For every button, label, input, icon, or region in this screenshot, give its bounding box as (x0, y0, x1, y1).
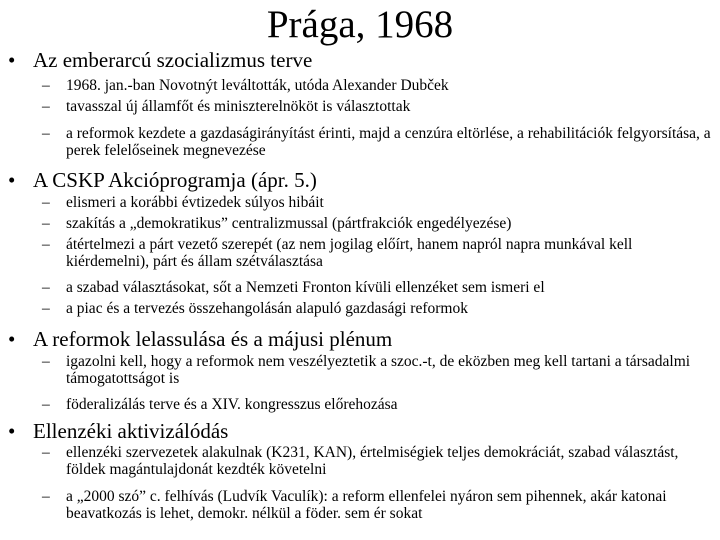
dash-icon: – (42, 98, 50, 115)
dash-icon: – (42, 125, 50, 142)
bullet-icon: • (8, 168, 16, 192)
bullet-icon: • (8, 327, 16, 351)
list-item-text: szakítás a „demokratikus” centralizmussal (pártfrakciók engedélyezése) (66, 215, 512, 232)
section-heading: Az emberarcú szocializmus terve (33, 48, 313, 72)
bullet-icon: • (8, 48, 16, 72)
list-item-text: a reformok kezdete a gazdaságirányítást érinti, majd a cenzúra eltörlése, a rehabilitációk felgyorsítása, a perek felelőseinek megnevezése (66, 125, 711, 159)
list-item-text: föderalizálás terve és a XIV. kongresszus előrehozása (66, 396, 398, 413)
dash-icon: – (42, 215, 50, 232)
slide-title: Prága, 1968 (266, 3, 454, 46)
list-item-text: a „2000 szó” c. felhívás (Ludvík Vaculík): a reform ellenfelei nyáron sem pihennek, akár katonai beavatkozás is lehet, demokr. nélkül a föder. sem ér sokat (66, 488, 667, 522)
dash-icon: – (42, 77, 50, 94)
dash-icon: – (42, 396, 50, 413)
dash-icon: – (42, 488, 50, 505)
dash-icon: – (42, 300, 50, 317)
list-item-text: 1968. jan.-ban Novotnýt leváltották, utóda Alexander Dubček (66, 77, 449, 94)
list-item-text: elismeri a korábbi évtizedek súlyos hibáit (66, 194, 324, 211)
bullet-icon: • (8, 419, 16, 443)
dash-icon: – (42, 444, 50, 461)
section-heading: A CSKP Akcióprogramja (ápr. 5.) (33, 168, 317, 192)
section-heading: Ellenzéki aktivizálódás (33, 419, 229, 443)
list-item-text: átértelmezi a párt vezető szerepét (az nem jogilag előírt, hanem napról napra munkával kell kiérdemelni), párt és állam szétválasztása (66, 236, 633, 270)
section-heading: A reformok lelassulása és a májusi plénum (33, 327, 393, 351)
list-item-text: ellenzéki szervezetek alakulnak (K231, KAN), értelmiségiek teljes demokráciát, szabad választást, földek magántulajdonát kezdték követelni (66, 444, 679, 478)
dash-icon: – (42, 236, 50, 253)
dash-icon: – (42, 353, 50, 370)
list-item-text: tavasszal új államfőt és miniszterelnököt is választottak (66, 98, 411, 115)
dash-icon: – (42, 194, 50, 211)
list-item-text: a szabad választásokat, sőt a Nemzeti Fronton kívüli ellenzéket sem ismeri el (66, 279, 545, 296)
dash-icon: – (42, 279, 50, 296)
list-item-text: a piac és a tervezés összehangolásán alapuló gazdasági reformok (66, 300, 468, 317)
list-item-text: igazolni kell, hogy a reformok nem veszélyeztetik a szoc.-t, de eközben meg kell tartani a társadalmi támogatottságot is (66, 353, 691, 387)
